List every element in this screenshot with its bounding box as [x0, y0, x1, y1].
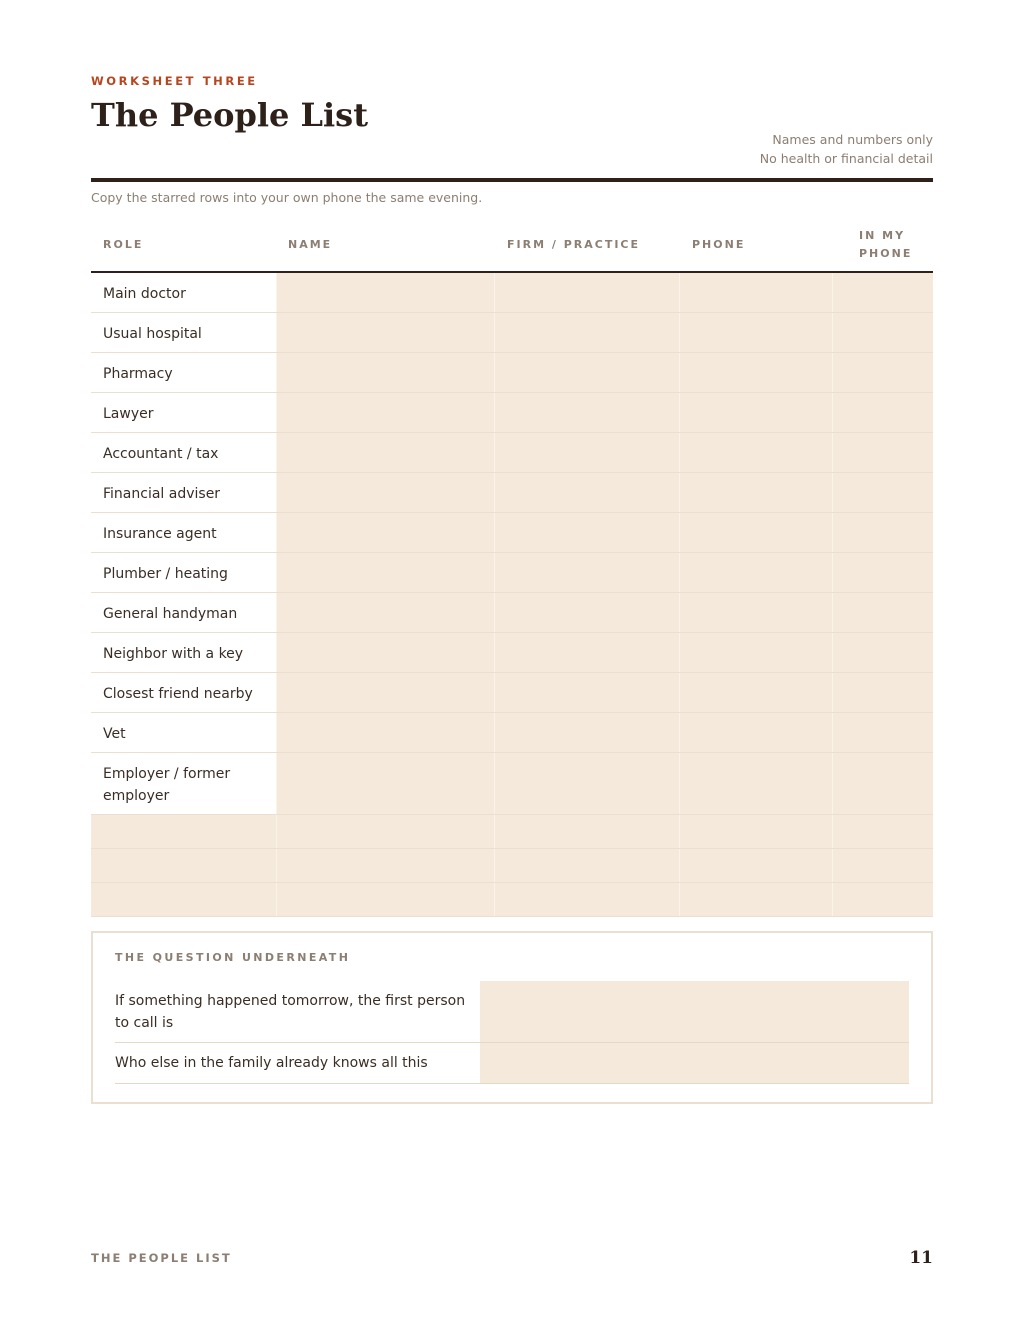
firm-field[interactable]: [494, 753, 679, 814]
in-my-phone-field[interactable]: [832, 753, 933, 814]
role-cell: Employer / former employer: [91, 753, 276, 814]
role-cell: Closest friend nearby: [91, 673, 276, 712]
name-field[interactable]: [276, 815, 494, 848]
table-row: [91, 753, 933, 815]
name-field[interactable]: [276, 633, 494, 672]
phone-field[interactable]: [679, 673, 832, 712]
column-header-in-my-phone: IN MY PHONE: [859, 229, 913, 260]
firm-field[interactable]: [494, 433, 679, 472]
table-row: [91, 713, 933, 753]
role-field[interactable]: [91, 849, 276, 882]
firm-field[interactable]: [494, 353, 679, 392]
side-note: [760, 130, 933, 168]
name-field[interactable]: [276, 273, 494, 312]
in-my-phone-field[interactable]: [832, 849, 933, 882]
firm-field[interactable]: [494, 393, 679, 432]
in-my-phone-field[interactable]: [832, 393, 933, 432]
table-row: [91, 273, 933, 313]
firm-field[interactable]: [494, 593, 679, 632]
firm-field[interactable]: [494, 313, 679, 352]
in-my-phone-field[interactable]: [832, 473, 933, 512]
blank-table-row: [91, 849, 933, 883]
table-header: [91, 219, 933, 273]
role-cell: Lawyer: [91, 393, 276, 432]
table-row: [91, 593, 933, 633]
name-field[interactable]: [276, 353, 494, 392]
column-header-phone: PHONE: [692, 238, 746, 251]
firm-field[interactable]: [494, 633, 679, 672]
phone-field[interactable]: [679, 513, 832, 552]
column-header-role: ROLE: [103, 238, 144, 251]
phone-field[interactable]: [679, 353, 832, 392]
phone-field[interactable]: [679, 753, 832, 814]
role-cell: Financial adviser: [91, 473, 276, 512]
answer-field[interactable]: [480, 981, 909, 1042]
worksheet-page: [91, 0, 933, 1325]
firm-field[interactable]: [494, 713, 679, 752]
role-cell: General handyman: [91, 593, 276, 632]
name-field[interactable]: [276, 713, 494, 752]
role-cell: Vet: [91, 713, 276, 752]
column-header-firm: FIRM / PRACTICE: [507, 238, 641, 251]
in-my-phone-field[interactable]: [832, 513, 933, 552]
role-field[interactable]: [91, 815, 276, 848]
table-row: [91, 433, 933, 473]
in-my-phone-field[interactable]: [832, 713, 933, 752]
question-box: [91, 931, 933, 1104]
table-row: [91, 553, 933, 593]
role-cell: Main doctor: [91, 273, 276, 312]
table-row: [91, 673, 933, 713]
name-field[interactable]: [276, 673, 494, 712]
phone-field[interactable]: [679, 273, 832, 312]
name-field[interactable]: [276, 313, 494, 352]
blank-table-row: [91, 883, 933, 917]
name-field[interactable]: [276, 883, 494, 916]
table-row: [91, 353, 933, 393]
role-cell: Accountant / tax: [91, 433, 276, 472]
phone-field[interactable]: [679, 815, 832, 848]
name-field[interactable]: [276, 513, 494, 552]
firm-field[interactable]: [494, 553, 679, 592]
role-cell: Insurance agent: [91, 513, 276, 552]
in-my-phone-field[interactable]: [832, 633, 933, 672]
name-field[interactable]: [276, 393, 494, 432]
in-my-phone-field[interactable]: [832, 593, 933, 632]
firm-field[interactable]: [494, 883, 679, 916]
people-table: [91, 219, 933, 917]
firm-field[interactable]: [494, 473, 679, 512]
worksheet-eyebrow: WORKSHEET THREE: [91, 74, 258, 88]
name-field[interactable]: [276, 433, 494, 472]
intro-text: Copy the starred rows into your own phone the same evening.: [91, 190, 483, 205]
firm-field[interactable]: [494, 849, 679, 882]
side-note-line-2: No health or financial detail: [759, 151, 933, 166]
name-field[interactable]: [276, 593, 494, 632]
phone-field[interactable]: [679, 883, 832, 916]
phone-field[interactable]: [679, 713, 832, 752]
title-rule: [91, 178, 933, 182]
in-my-phone-field[interactable]: [832, 353, 933, 392]
name-field[interactable]: [276, 849, 494, 882]
column-header-name: NAME: [288, 238, 333, 251]
in-my-phone-field[interactable]: [832, 433, 933, 472]
question-row: [115, 1043, 909, 1084]
table-body: [91, 273, 933, 917]
question-label: If something happened tomorrow, the first person to call is: [115, 993, 466, 1031]
question-label: Who else in the family already knows all this: [115, 1055, 428, 1071]
phone-field[interactable]: [679, 433, 832, 472]
table-row: [91, 513, 933, 553]
page-title: The People List: [91, 96, 368, 134]
firm-field[interactable]: [494, 673, 679, 712]
question-heading: THE QUESTION UNDERNEATH: [115, 951, 351, 964]
blank-table-row: [91, 815, 933, 849]
in-my-phone-field[interactable]: [832, 815, 933, 848]
footer-label: THE PEOPLE LIST: [91, 1251, 232, 1265]
side-note-line-1: Names and numbers only: [772, 132, 933, 147]
phone-field[interactable]: [679, 593, 832, 632]
role-cell: Neighbor with a key: [91, 633, 276, 672]
phone-field[interactable]: [679, 553, 832, 592]
name-field[interactable]: [276, 553, 494, 592]
firm-field[interactable]: [494, 513, 679, 552]
role-cell: Plumber / heating: [91, 553, 276, 592]
phone-field[interactable]: [679, 313, 832, 352]
phone-field[interactable]: [679, 393, 832, 432]
name-field[interactable]: [276, 753, 494, 814]
in-my-phone-field[interactable]: [832, 273, 933, 312]
phone-field[interactable]: [679, 473, 832, 512]
role-cell: Pharmacy: [91, 353, 276, 392]
table-row: [91, 473, 933, 513]
role-field[interactable]: [91, 883, 276, 916]
in-my-phone-field[interactable]: [832, 553, 933, 592]
table-row: [91, 313, 933, 353]
firm-field[interactable]: [494, 815, 679, 848]
firm-field[interactable]: [494, 273, 679, 312]
role-cell: Usual hospital: [91, 313, 276, 352]
in-my-phone-field[interactable]: [832, 313, 933, 352]
answer-field[interactable]: [480, 1043, 909, 1083]
name-field[interactable]: [276, 473, 494, 512]
question-row: [115, 981, 909, 1043]
table-row: [91, 393, 933, 433]
page-number: 11: [909, 1248, 933, 1268]
phone-field[interactable]: [679, 849, 832, 882]
in-my-phone-field[interactable]: [832, 673, 933, 712]
in-my-phone-field[interactable]: [832, 883, 933, 916]
phone-field[interactable]: [679, 633, 832, 672]
table-row: [91, 633, 933, 673]
